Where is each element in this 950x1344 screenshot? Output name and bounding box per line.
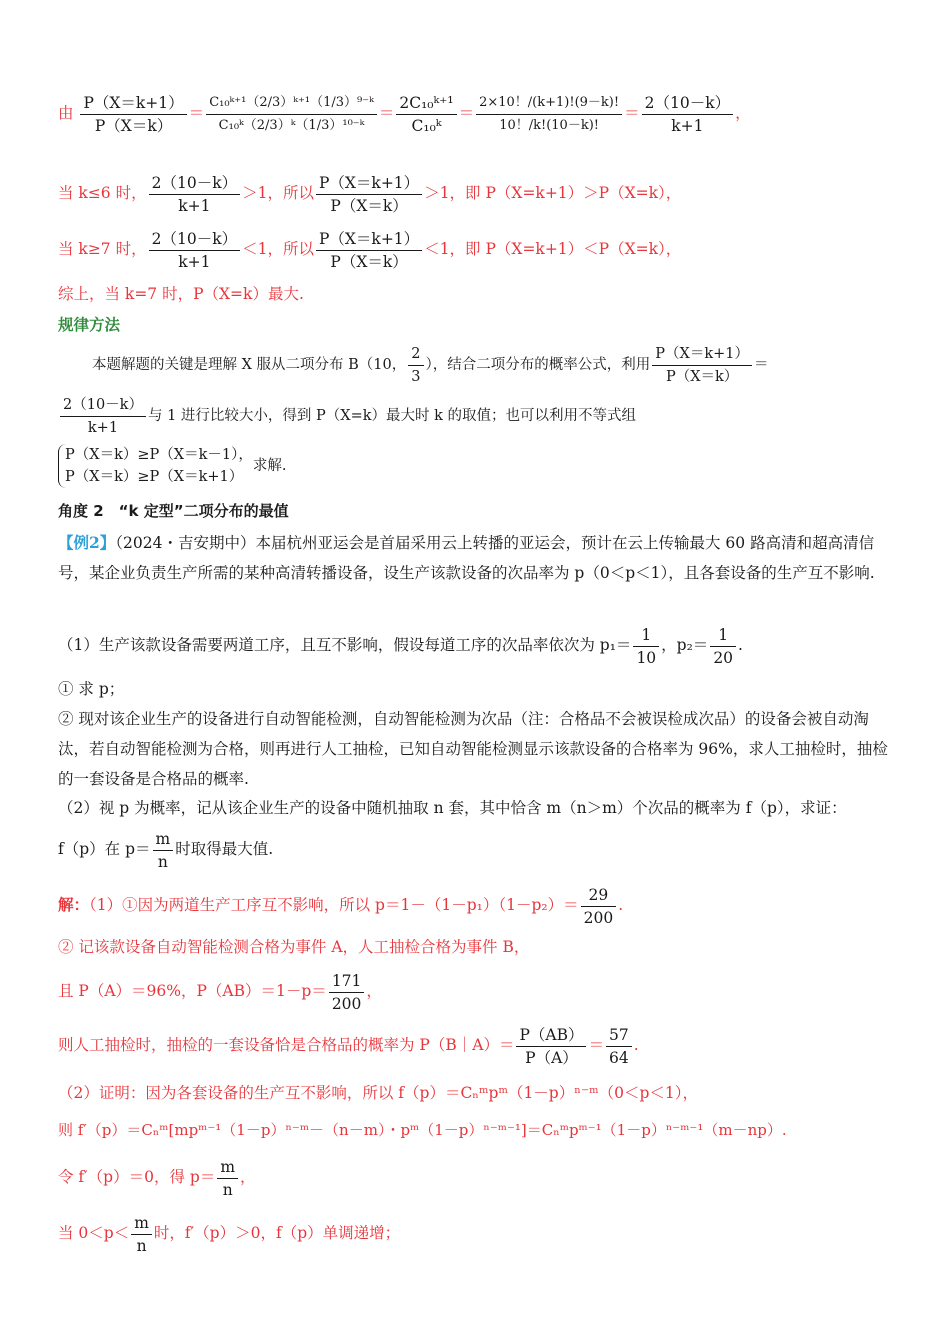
derivation-f1-num: C₁₀ᵏ⁺¹（2/3）ᵏ⁺¹（1/3）⁹⁻ᵏ bbox=[206, 92, 377, 115]
derivation-f2-den: C₁₀ᵏ bbox=[411, 116, 442, 135]
solution-line-1 bbox=[58, 880, 890, 930]
solution-s4-fraction bbox=[516, 1024, 586, 1069]
solution-s1-den: 200 bbox=[583, 908, 614, 927]
case1-mid: ＞1，所以 bbox=[242, 184, 314, 202]
q1-part-1: ① 求 p； bbox=[58, 680, 125, 698]
solution-s8-end: 时，f′（p）＞0，f（p）单调递增； bbox=[153, 1224, 401, 1242]
solution-s8: 当 0＜p＜ bbox=[58, 1224, 130, 1242]
case2-line bbox=[58, 224, 890, 274]
derivation-f3-den: 10！/k!(10－k)! bbox=[499, 117, 599, 133]
q1-f1-num: 1 bbox=[633, 624, 659, 647]
method-p2-fraction bbox=[60, 394, 146, 439]
solution-s4-num2: 57 bbox=[606, 1024, 632, 1047]
method-p1-fraction bbox=[408, 343, 423, 388]
case2-ratio bbox=[316, 228, 422, 273]
derivation-f2-fraction bbox=[396, 92, 456, 137]
solution-s8-den: n bbox=[136, 1236, 147, 1255]
solution-s3-fraction bbox=[329, 970, 365, 1015]
solution-s4-eq: ＝ bbox=[588, 1036, 604, 1054]
solution-line-3 bbox=[58, 966, 890, 1016]
case1-fraction bbox=[149, 172, 240, 217]
case1-prefix: 当 k≤6 时， bbox=[58, 184, 147, 202]
inequality-system bbox=[58, 444, 253, 488]
derivation-f1-den: C₁₀ᵏ（2/3）ᵏ（1/3）¹⁰⁻ᵏ bbox=[218, 117, 365, 133]
case2-prefix: 当 k≥7 时， bbox=[58, 240, 147, 258]
q2-c: 时取得最大值. bbox=[175, 840, 274, 858]
example2-source: （2024・吉安期中） bbox=[115, 534, 256, 552]
solution-s3-num: 171 bbox=[329, 970, 365, 993]
case2-ratio-den: P（X＝k） bbox=[330, 252, 408, 271]
derivation-f3-num: 2×10！/(k+1)!(9－k)! bbox=[476, 92, 622, 115]
solution-line-5: （2）证明：因为各套设备的生产互不影响，所以 f（p）＝Cₙᵐpᵐ（1－p）ⁿ⁻ᵐ（0＜p＜1）， bbox=[58, 1084, 699, 1102]
method-p1-ratio bbox=[652, 343, 752, 388]
solution-s8-num: m bbox=[131, 1212, 152, 1235]
method-system-line bbox=[58, 442, 890, 490]
method-p2-text: 与 1 进行比较大小，得到 P（X=k）最大时 k 的取值；也可以利用不等式组 bbox=[147, 408, 637, 424]
case1-line bbox=[58, 168, 890, 218]
solution-s3-den: 200 bbox=[331, 994, 362, 1013]
system-line-1: P（X＝k）≥P（X＝k－1）， bbox=[65, 447, 253, 463]
method-line-1 bbox=[58, 340, 890, 390]
system-suffix: 求解. bbox=[252, 458, 287, 474]
method-p1-a: 本题解题的关键是理解 X 服从二项分布 B（10， bbox=[92, 357, 407, 373]
solution-s1: （1）①因为两道生产工序互不影响，所以 p＝1－（1－p₁）（1－p₂）＝ bbox=[89, 896, 579, 914]
case2-ratio-num: P（X＝k+1） bbox=[316, 228, 422, 251]
q2-frac-den: n bbox=[157, 852, 168, 871]
derivation-lhs-den: P（X＝k） bbox=[94, 116, 173, 135]
derivation-line: 由 $\frac{P(X=k+1)}{P(X=k)}$ ＝ $\frac{\text{C₁₀ᵏ⁺¹（2/3）ᵏ⁺¹（1/3）⁹⁻ᵏ}}{\text{C₁₀ᵏ（2/3）ᵏ（1/3）¹⁰⁻ᵏ}}$ ＝ $\frac{\text{2C₁₀ᵏ⁺¹}}{\text{C₁₀ᵏ}}$ ＝ $\frac{2\times 10!/(k+1)!(9-k)!}{10!/k!(10-k)!}$ ＝ $\frac{2(10-k)}{k+1}$ ， bbox=[58, 93, 751, 135]
case2-frac-num: 2（10－k） bbox=[149, 228, 240, 251]
method-heading: 规律方法 bbox=[58, 316, 121, 334]
q1-mid: ，p₂＝ bbox=[661, 636, 709, 654]
angle2-heading: 角度 2 “k 定型”二项分布的最值 bbox=[58, 502, 289, 520]
method-p2-frac-den: k+1 bbox=[87, 419, 119, 436]
solution-s4: 则人工抽检时，抽检的一套设备恰是合格品的概率为 P（B｜A）＝ bbox=[58, 1036, 515, 1054]
case1-suffix: ＞1，即 P（X=k+1）＞P（X=k）， bbox=[424, 184, 682, 202]
q1-f1-den: 10 bbox=[636, 648, 657, 667]
solution-s4-den2: 64 bbox=[608, 1048, 629, 1067]
method-p1-ratio-den: P（X＝k） bbox=[665, 368, 739, 385]
solution-s4-den: P（A） bbox=[525, 1048, 578, 1067]
q1-end: . bbox=[738, 636, 743, 654]
case2-suffix: ＜1，即 P（X=k+1）＜P（X=k）， bbox=[424, 240, 682, 258]
derivation-f1-fraction bbox=[206, 92, 377, 137]
summary-line: 综上，当 k=7 时，P（X=k）最大. bbox=[58, 285, 304, 303]
solution-line-2: ② 记该款设备自动智能检测合格为事件 A，人工抽检合格为事件 B， bbox=[58, 938, 530, 956]
solution-s7: 令 f′（p）＝0，得 p＝ bbox=[58, 1168, 216, 1186]
q2-line: （2）视 p 为概率，记从该企业生产的设备中随机抽取 n 套，其中恰含 m（n＞m）个次品的概率为 f（p），求证： bbox=[58, 799, 847, 817]
derivation-f4-den: k+1 bbox=[671, 116, 704, 135]
method-p1-b: ），结合二项分布的概率公式，利用 bbox=[425, 357, 651, 373]
method-line-2 bbox=[58, 392, 890, 440]
solution-line-8 bbox=[58, 1208, 890, 1258]
solution-s7-fraction bbox=[217, 1156, 238, 1201]
solution-label: 解： bbox=[58, 895, 90, 914]
derivation-f2-num: 2C₁₀ᵏ⁺¹ bbox=[396, 92, 456, 115]
solution-line-4 bbox=[58, 1020, 890, 1070]
solution-s1-fraction bbox=[581, 884, 617, 929]
derivation-lhs-num: P（X＝k+1） bbox=[80, 92, 186, 115]
derivation-f4-fraction bbox=[642, 92, 733, 137]
solution-s7-num: m bbox=[217, 1156, 238, 1179]
case1-frac-den: k+1 bbox=[178, 196, 211, 215]
q1-f2-den: 20 bbox=[713, 648, 734, 667]
solution-s7-end: ， bbox=[240, 1168, 256, 1186]
case2-fraction bbox=[149, 228, 240, 273]
solution-s3: 且 P（A）＝96%，P（AB）＝1－p＝ bbox=[58, 982, 327, 1000]
solution-s4-fraction-2 bbox=[606, 1024, 632, 1069]
method-p1-frac-den: 3 bbox=[411, 368, 421, 385]
q2-b: f（p）在 p＝ bbox=[58, 840, 151, 858]
solution-s7-den: n bbox=[222, 1180, 233, 1199]
method-p1-frac-num: 2 bbox=[408, 343, 423, 366]
solution-s3-end: ， bbox=[366, 982, 382, 1000]
system-line-2: P（X＝k）≥P（X＝k+1） bbox=[65, 469, 244, 485]
q2-line-b bbox=[58, 824, 890, 874]
method-p2-frac-num: 2（10－k） bbox=[60, 394, 146, 417]
case1-frac-num: 2（10－k） bbox=[149, 172, 240, 195]
case2-mid: ＜1，所以 bbox=[242, 240, 314, 258]
case1-ratio-den: P（X＝k） bbox=[330, 196, 408, 215]
method-p1-eq: ＝ bbox=[754, 357, 769, 373]
derivation-you: 由 bbox=[58, 104, 74, 122]
derivation-f4-num: 2（10－k） bbox=[642, 92, 733, 115]
derivation-f3-fraction bbox=[476, 92, 622, 137]
solution-line-7 bbox=[58, 1152, 890, 1202]
q2-fraction bbox=[153, 828, 174, 873]
q1-fraction-2 bbox=[710, 624, 736, 669]
q1-f2-num: 1 bbox=[710, 624, 736, 647]
solution-s1-num: 29 bbox=[581, 884, 617, 907]
solution-s4-end: . bbox=[633, 1036, 639, 1054]
solution-s1-end: . bbox=[618, 896, 624, 914]
solution-line-6: 则 f′（p）＝Cₙᵐ[mpᵐ⁻¹（1－p）ⁿ⁻ᵐ－（n－m）・pᵐ（1－p）ⁿ⁻ᵐ⁻¹]＝Cₙᵐpᵐ⁻¹（1－p）ⁿ⁻ᵐ⁻¹（m－np）. bbox=[58, 1121, 787, 1139]
case2-frac-den: k+1 bbox=[178, 252, 211, 271]
example2-stem-text: 本届杭州亚运会是首届采用云上转播的亚运会，预计在云上传输最大 60 路高清和超高清信号，某企业负责生产所需的某种高清转播设备，设生产该款设备的次品率为 p（0＜p＜1），且各套设备的生产互不影响. bbox=[58, 534, 875, 582]
example2-tag: 【例2】 bbox=[58, 533, 116, 552]
q2-frac-num: m bbox=[153, 828, 174, 851]
q1-fraction-1 bbox=[633, 624, 659, 669]
method-p1-ratio-num: P（X＝k+1） bbox=[652, 343, 752, 366]
example2-stem bbox=[58, 528, 890, 588]
q1-text: （1）生产该款设备需要两道工序，且互不影响，假设每道工序的次品率依次为 p₁＝ bbox=[58, 636, 632, 654]
derivation-lhs-fraction bbox=[80, 92, 186, 137]
case1-ratio bbox=[316, 172, 422, 217]
case1-ratio-num: P（X＝k+1） bbox=[316, 172, 422, 195]
q1-part-2: ② 现对该企业生产的设备进行自动智能检测，自动智能检测为次品（注：合格品不会被误检成次品）的设备会被自动淘汰，若自动智能检测为合格，则再进行人工抽检，已知自动智能检测显示该款设备的合格率为 96%，求人工抽检时，抽检的一套设备是合格品的概率. bbox=[58, 710, 888, 788]
solution-s4-num: P（AB） bbox=[516, 1024, 586, 1047]
solution-s8-fraction bbox=[131, 1212, 152, 1257]
q1-line bbox=[58, 620, 890, 670]
